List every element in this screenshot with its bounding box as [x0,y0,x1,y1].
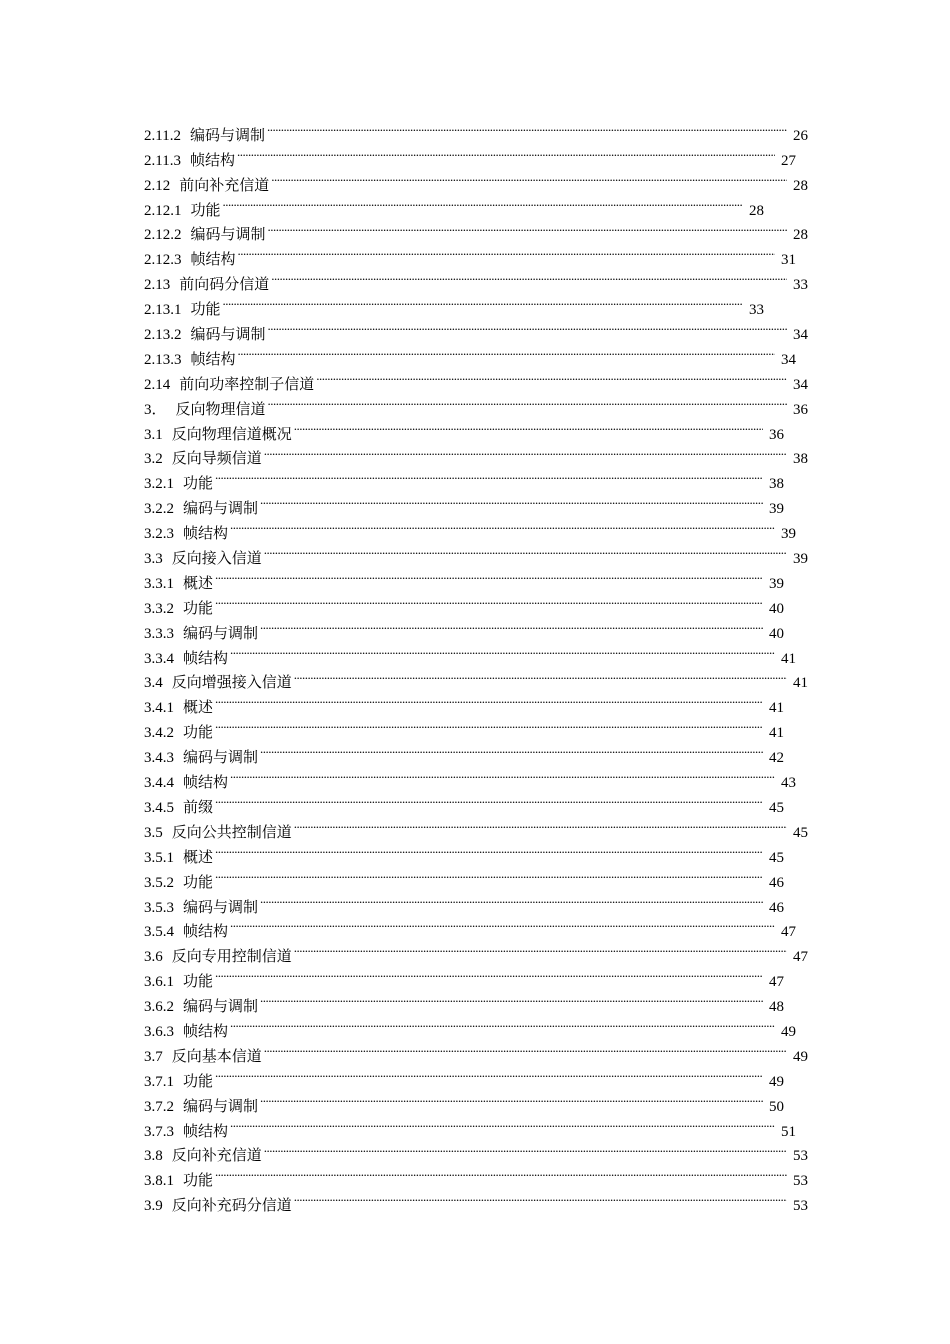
toc-entry-page: 50 [769,1098,784,1115]
toc-entry[interactable] [144,1036,808,1065]
toc-entry-number: 3.4.3 [144,750,174,767]
toc-entry-page: 42 [769,750,784,767]
toc-entry-title: 功能 [183,1173,214,1190]
toc-entry-number: 3.8 [144,1148,163,1165]
toc-entry[interactable] [144,638,796,667]
toc-entry[interactable] [144,165,808,194]
toc-entry-leader [230,912,775,937]
toc-entry-page: 51 [781,1123,796,1140]
toc-entry-leader [260,986,763,1011]
toc-entry-title: 前向补充信道 [179,177,270,194]
toc-entry-number: 3.3.2 [144,600,174,617]
toc-entry-page: 48 [769,999,784,1016]
toc-entry-number: 3.7 [144,1048,163,1065]
toc-entry-page: 53 [793,1173,808,1190]
toc-entry-number: 2.14 [144,376,171,393]
toc-entry[interactable] [144,936,808,966]
toc-entry-page: 28 [749,202,764,219]
toc-entry-leader [260,737,763,762]
toc-entry-leader [264,439,787,464]
toc-entry-number: 3.5 [144,824,163,841]
toc-entry-title: 反向基本信道 [171,1048,262,1065]
toc-entry-title: 反向补充信道 [171,1148,262,1165]
toc-entry-page: 33 [749,302,764,319]
toc-entry[interactable] [144,538,808,568]
toc-entry[interactable] [144,1185,808,1215]
toc-entry-leader [238,239,775,264]
toc-entry-number: 3.9 [144,1198,163,1215]
toc-entry-leader [215,588,763,613]
toc-entry-leader [223,190,743,215]
toc-entry-leader [264,1036,787,1061]
toc-entry-number: 3.6.2 [144,999,174,1016]
toc-entry[interactable] [144,563,784,592]
toc-entry-number: 3.2.1 [144,476,174,493]
toc-entry-leader [230,1111,775,1136]
toc-entry-number: 3.6.1 [144,974,174,991]
toc-entry-number: 2.13.2 [144,327,182,344]
toc-entry-page: 28 [793,177,808,194]
toc-entry-number: 3.1 [144,426,163,443]
toc-entry-page: 41 [793,675,808,692]
toc-entry-leader [238,339,775,364]
toc-entry-number: 2.11.3 [144,152,181,169]
toc-entry[interactable] [144,887,784,916]
toc-entry-leader [294,1185,787,1210]
toc-entry-title: 功能 [183,974,214,991]
toc-entry-leader [271,165,787,190]
toc-entry-page: 39 [793,551,808,568]
toc-entry-page: 53 [793,1198,808,1215]
toc-entry-leader [215,787,763,812]
toc-entry-leader [267,115,787,140]
toc-entry-number: 3.4.1 [144,700,174,717]
toc-entry-leader [260,887,763,912]
toc-entry-page: 46 [769,874,784,891]
toc-entry-title: 功能 [183,874,214,891]
toc-entry-leader [215,862,763,887]
toc-entry-page: 53 [793,1148,808,1165]
toc-entry-title: 帧结构 [190,252,236,269]
toc-entry[interactable] [144,488,784,518]
toc-entry[interactable] [144,837,784,866]
toc-entry-title: 帧结构 [183,1123,229,1140]
toc-entry-page: 45 [793,824,808,841]
toc-entry-number: 3.7.1 [144,1073,174,1090]
toc-entry-leader [215,563,763,588]
toc-entry-number: 3.3.1 [144,575,174,592]
toc-entry-number: 3.5.1 [144,849,174,866]
toc-entry-title: 反向专用控制信道 [171,949,292,966]
toc-entry[interactable] [144,912,796,941]
toc-entry-page: 33 [793,277,808,294]
toc-entry-leader [294,812,787,837]
toc-entry-page: 34 [793,376,808,393]
toc-entry-title: 反向增强接入信道 [171,675,292,692]
toc-entry-title: 功能 [183,476,214,493]
toc-entry-page: 39 [769,575,784,592]
toc-entry-number: 3.6.3 [144,1023,174,1040]
toc-entry[interactable] [144,1111,796,1140]
toc-entry-page: 40 [769,625,784,642]
toc-entry-page: 41 [769,700,784,717]
toc-entry-title: 帧结构 [183,650,229,667]
toc-entry-title: 帧结构 [183,924,229,941]
toc-entry-page: 43 [781,775,796,792]
toc-entry[interactable] [144,264,808,294]
toc-entry-number: 2.12 [144,177,171,194]
toc-entry-page: 27 [781,152,796,169]
toc-entry-number: 3.4.4 [144,775,174,792]
toc-entry-title: 反向接入信道 [171,551,262,568]
toc-entry-number: 2.12.3 [144,252,182,269]
toc-entry-number: 3.7.2 [144,1098,174,1115]
toc-entry-leader [215,961,763,986]
toc-entry-page: 34 [793,327,808,344]
toc-entry[interactable] [144,215,808,244]
toc-entry-title: 帧结构 [183,775,229,792]
toc-entry-leader [230,762,775,787]
toc-entry-page: 41 [769,725,784,742]
toc-entry-page: 36 [793,401,808,418]
toc-entry-title: 编码与调制 [183,501,259,518]
toc-entry-page: 45 [769,849,784,866]
toc-entry-leader [260,613,763,638]
toc-entry-number: 3.2.3 [144,526,174,543]
toc-entry-leader [294,936,787,961]
toc-entry-leader [215,1061,763,1086]
toc-entry-title: 编码与调制 [183,899,259,916]
toc-entry-title: 反向物理信道概况 [171,426,292,443]
toc-entry[interactable] [144,190,764,219]
toc-entry-page: 39 [781,526,796,543]
toc-entry-page: 47 [769,974,784,991]
toc-entry-title: 概述 [183,849,214,866]
toc-entry[interactable] [144,613,784,642]
toc-entry-number: 3.6 [144,949,163,966]
toc-entry-leader [215,687,763,712]
toc-entry-title: 前缀 [183,799,214,816]
toc-entry[interactable] [144,687,784,717]
toc-entry-number: 3.2.2 [144,501,174,518]
toc-entry-page: 26 [793,127,808,144]
toc-entry-leader [215,1160,787,1185]
toc-entry-title: 反向物理信道 [175,401,266,418]
toc-entry-number: 3.7.3 [144,1123,174,1140]
toc-entry-leader [294,414,763,439]
toc-entry[interactable] [144,314,808,344]
toc-entry-title: 帧结构 [190,351,236,368]
toc-entry-title: 编码与调制 [183,999,259,1016]
toc-entry[interactable] [144,1136,808,1165]
toc-entry-leader [230,513,775,538]
toc-entry[interactable] [144,339,796,368]
toc-entry-number: 2.12.1 [144,202,182,219]
toc-entry[interactable] [144,812,808,841]
toc-entry-title: 概述 [183,575,214,592]
toc-entry-page: 49 [781,1023,796,1040]
toc-entry-title: 编码与调制 [183,625,259,642]
toc-entry-leader [215,463,763,488]
toc-entry-title: 帧结构 [189,152,235,169]
toc-entry-title: 编码与调制 [190,327,266,344]
toc-entry-page: 39 [769,501,784,518]
toc-entry-page: 38 [769,476,784,493]
toc-entry-leader [237,140,775,165]
toc-entry-page: 41 [781,650,796,667]
toc-entry-page: 36 [769,426,784,443]
toc-entry-number: 3.4 [144,675,163,692]
toc-entry-leader [268,314,787,339]
toc-entry-leader [316,364,787,389]
toc-entry-page: 38 [793,451,808,468]
table-of-contents [144,115,808,1215]
toc-entry-number: 2.12.2 [144,227,182,244]
toc-entry-title: 反向导频信道 [171,451,262,468]
toc-entry-leader [215,837,763,862]
toc-entry-page: 47 [793,949,808,966]
toc-entry[interactable] [144,1061,784,1090]
toc-entry-title: 编码与调制 [190,227,266,244]
toc-entry-leader [260,1086,763,1111]
toc-entry-page: 34 [781,351,796,368]
toc-entry[interactable] [144,239,796,269]
toc-entry-title: 概述 [183,700,214,717]
toc-entry[interactable] [144,787,784,816]
toc-entry-leader [294,663,787,688]
toc-entry[interactable] [144,463,784,493]
toc-entry-leader [264,538,787,563]
toc-entry-leader [230,1011,775,1036]
toc-entry[interactable] [144,364,808,393]
toc-entry-leader [230,638,775,663]
toc-entry[interactable] [144,115,808,144]
toc-entry[interactable] [144,737,784,767]
toc-entry-leader [264,1136,787,1161]
toc-entry-number: 3.4.5 [144,799,174,816]
toc-entry[interactable] [144,513,796,543]
toc-entry-title: 功能 [183,1073,214,1090]
toc-entry-title: 功能 [190,302,221,319]
toc-entry[interactable] [144,712,784,742]
toc-entry-leader [268,215,787,240]
toc-entry-leader [271,264,787,289]
toc-entry[interactable] [144,1086,784,1115]
toc-entry-title: 反向公共控制信道 [171,824,292,841]
toc-entry-page: 46 [769,899,784,916]
toc-entry-number: 3.5.2 [144,874,174,891]
toc-entry[interactable] [144,588,784,617]
toc-entry-title: 功能 [183,725,214,742]
toc-entry-page: 31 [781,252,796,269]
toc-entry[interactable] [144,986,784,1016]
toc-entry-title: 前向功率控制子信道 [179,376,315,393]
toc-entry[interactable] [144,289,764,319]
toc-entry-number: 2.13.1 [144,302,182,319]
toc-entry[interactable] [144,862,784,891]
toc-entry-number: 3.2 [144,451,163,468]
toc-entry[interactable] [144,762,796,792]
toc-entry[interactable] [144,663,808,692]
toc-entry[interactable] [144,140,796,169]
toc-entry-title: 编码与调制 [189,127,265,144]
toc-entry-number: 3.3.3 [144,625,174,642]
toc-entry-title: 帧结构 [183,526,229,543]
toc-entry-page: 45 [769,799,784,816]
toc-entry-leader [268,389,787,414]
toc-entry-page: 28 [793,227,808,244]
toc-entry-leader [223,289,743,314]
toc-entry-number: 3.4.2 [144,725,174,742]
toc-entry-title: 反向补充码分信道 [171,1198,292,1215]
toc-entry-title: 编码与调制 [183,1098,259,1115]
toc-entry-title: 功能 [190,202,221,219]
toc-entry-number: 3.5.3 [144,899,174,916]
toc-entry-page: 40 [769,600,784,617]
toc-entry-page: 47 [781,924,796,941]
toc-entry-number: 2.13.3 [144,351,182,368]
toc-entry-number: 3.3 [144,551,163,568]
toc-entry[interactable] [144,1160,808,1190]
toc-entry-leader [260,488,763,513]
toc-entry[interactable] [144,961,784,991]
toc-entry-title: 帧结构 [183,1023,229,1040]
toc-entry-number: 3.3.4 [144,650,174,667]
toc-entry-number: 2.11.2 [144,127,181,144]
toc-entry-number: 3． [144,401,167,418]
toc-entry-number: 3.8.1 [144,1173,174,1190]
toc-entry-number: 3.5.4 [144,924,174,941]
toc-entry-page: 49 [769,1073,784,1090]
toc-entry-leader [215,712,763,737]
toc-entry-page: 49 [793,1048,808,1065]
toc-entry-title: 前向码分信道 [179,277,270,294]
toc-entry-number: 2.13 [144,277,171,294]
toc-entry-title: 功能 [183,600,214,617]
toc-entry-title: 编码与调制 [183,750,259,767]
toc-entry[interactable] [144,1011,796,1040]
